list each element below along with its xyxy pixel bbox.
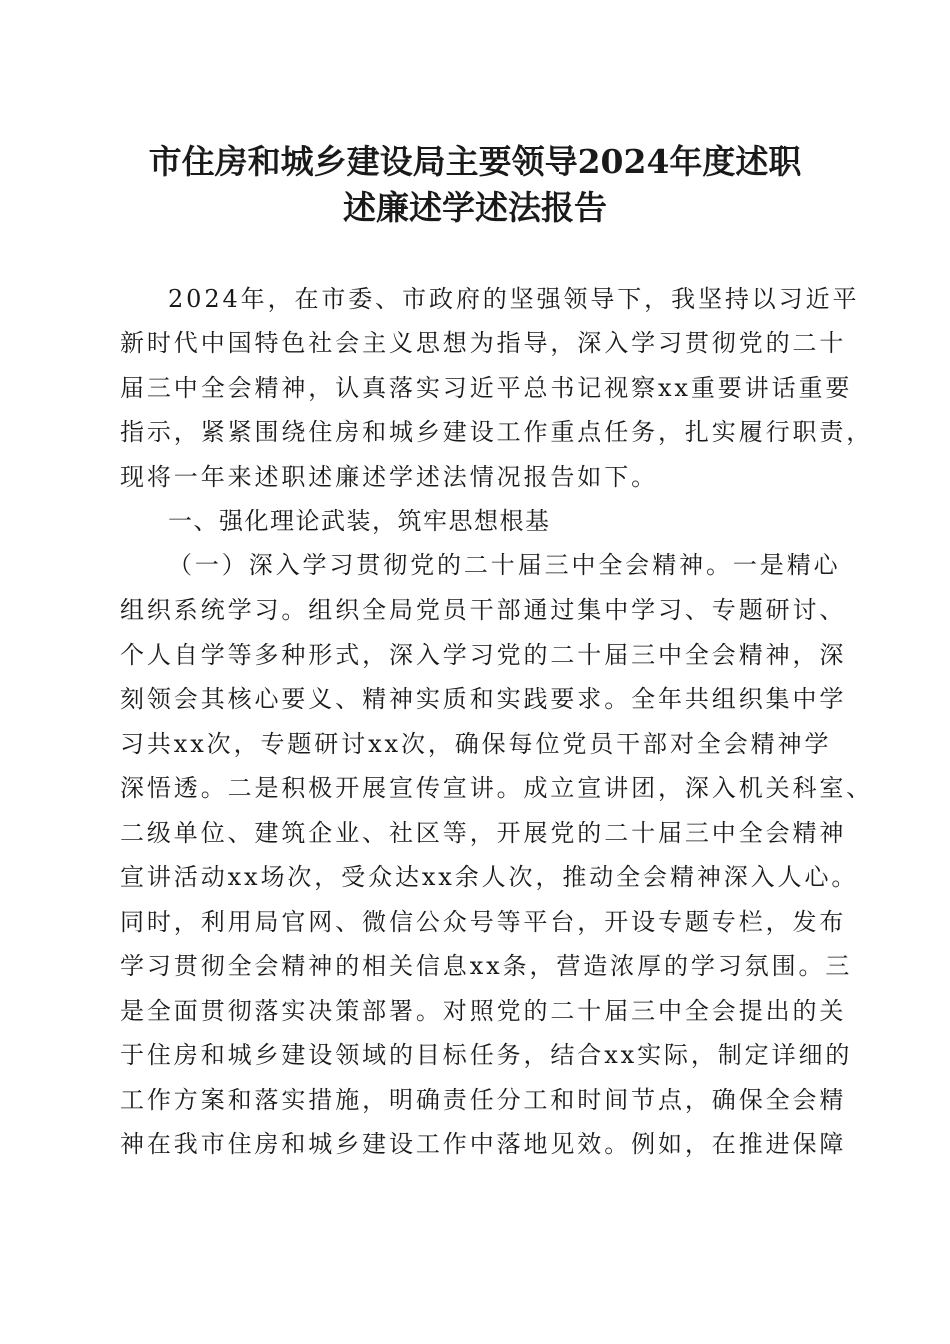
intro-line-2: 新时代中国特色社会主义思想为指导，深入学习贯彻党的二十: [120, 329, 847, 357]
intro-line-5: 现将一年来述职述廉述学述法情况报告如下。: [120, 463, 658, 491]
subsection-1-line-1: [168, 550, 841, 580]
body-line-2: 个人自学等多种形式，深入学习党的二十届三中全会精神，深: [120, 641, 847, 669]
body-line-8: 同时，利用局官网、微信公众号等平台，开设专题专栏，发布: [120, 908, 847, 936]
subsection-1-heading: （一）深入学习贯彻党的二十届三中全会精神。: [168, 551, 733, 579]
subsection-1-text-start: 一是精心: [732, 551, 841, 579]
body-line-1: 组织系统学习。组织全局党员干部通过集中学习、专题研讨、: [120, 596, 847, 624]
intro-line-1: 2024年，在市委、市政府的坚强领导下，我坚持以习近平: [168, 285, 860, 313]
body-line-12: 工作方案和落实措施，明确责任分工和时间节点，确保全会精: [120, 1086, 847, 1114]
body-line-13: 神在我市住房和城乡建设工作中落地见效。例如，在推进保障: [120, 1130, 847, 1158]
intro-line-3: 届三中全会精神，认真落实习近平总书记视察xx重要讲话重要: [120, 374, 853, 402]
body-line-11: 于住房和城乡建设领域的目标任务，结合xx实际，制定详细的: [120, 1041, 853, 1069]
body-line-7: 宣讲活动xx场次，受众达xx余人次，推动全会精神深入人心。: [120, 863, 859, 891]
body-line-10: 是全面贯彻落实决策部署。对照党的二十届三中全会提出的关: [120, 997, 847, 1025]
intro-line-4: 指示，紧紧围绕住房和城乡建设工作重点任务，扎实履行职责，: [120, 418, 874, 446]
section-1-heading: 一、强化理论武装，筑牢思想根基: [168, 507, 551, 535]
document-title-line-1: 市住房和城乡建设局主要领导2024年度述职: [148, 142, 802, 181]
body-line-3: 刻领会其核心要义、精神实质和实践要求。全年共组织集中学: [120, 685, 847, 713]
body-line-5: 深悟透。二是积极开展宣传宣讲。成立宣讲团，深入机关科室、: [120, 774, 874, 802]
body-line-9: 学习贯彻全会精神的相关信息xx条，营造浓厚的学习氛围。三: [120, 952, 853, 980]
document-title-line-2: 述廉述学述法报告: [343, 188, 607, 227]
body-line-6: 二级单位、建筑企业、社区等，开展党的二十届三中全会精神: [120, 819, 847, 847]
body-line-4: 习共xx次，专题研讨xx次，确保每位党员干部对全会精神学: [120, 730, 832, 758]
